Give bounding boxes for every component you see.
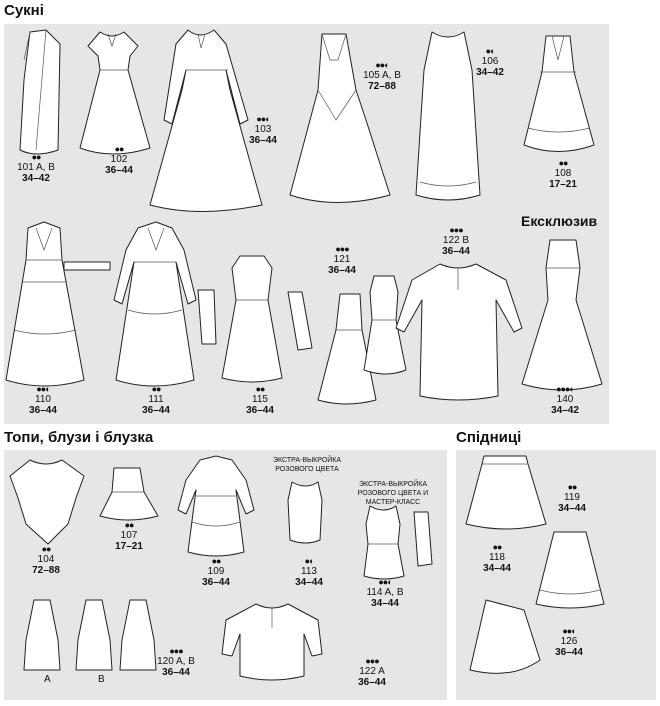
sketch-top-114 xyxy=(364,506,432,579)
size-range: 36–44 xyxy=(442,246,470,257)
variant-label-a: A xyxy=(44,674,51,685)
model-label xyxy=(1,152,71,184)
size-range: 72–88 xyxy=(32,565,60,576)
model-label xyxy=(11,544,81,576)
difficulty-dots: ●●◐ xyxy=(562,626,576,636)
sketch-top-122a xyxy=(222,604,322,680)
model-label xyxy=(337,656,407,688)
size-range: 17–21 xyxy=(115,541,143,552)
difficulty-dots: ●● xyxy=(31,152,41,162)
model-label xyxy=(94,520,164,552)
size-range: 34–42 xyxy=(551,405,579,416)
exclusive-label: Ексклюзив xyxy=(521,213,598,229)
size-range: 34–44 xyxy=(483,563,511,574)
difficulty-dots: ●● xyxy=(567,482,577,492)
section-title-dresses: Сукні xyxy=(4,2,44,19)
variant-label-b: B xyxy=(98,674,105,685)
sketch-skirt-119 xyxy=(536,532,604,608)
model-label xyxy=(274,556,344,588)
difficulty-dots: ●● xyxy=(114,144,124,154)
sketch-top-109 xyxy=(178,456,254,556)
model-number: 107 xyxy=(120,530,138,541)
difficulty-dots: ●●◐ xyxy=(36,384,50,394)
model-label xyxy=(350,577,420,609)
difficulty-dots: ●● xyxy=(151,384,161,394)
size-range: 72–88 xyxy=(368,81,396,92)
section-title-tops: Топи, блузи і блузка xyxy=(4,429,154,446)
model-number: 121 xyxy=(333,254,351,265)
model-number: 105 A, B xyxy=(363,70,401,81)
model-number: 126 xyxy=(560,636,578,647)
sketch-dress-140 xyxy=(522,240,602,390)
model-label xyxy=(421,225,491,257)
model-label xyxy=(462,542,532,574)
model-number: 113 xyxy=(301,566,317,577)
model-number: 104 xyxy=(37,554,55,565)
difficulty-dots: ●●● xyxy=(365,656,379,666)
model-label xyxy=(537,482,607,514)
model-number: 111 xyxy=(148,394,164,405)
difficulty-dots: ●●◐ xyxy=(256,114,270,124)
model-number: 122 A xyxy=(359,666,385,677)
note-113: ЭКСТРА-ВЫКРОЙКА РОЗОВОГО ЦВЕТА xyxy=(272,457,341,473)
section-title-skirts: Спідниці xyxy=(456,429,522,446)
difficulty-dots: ●◐ xyxy=(485,46,495,56)
model-number: 109 xyxy=(207,566,225,577)
model-number: 118 xyxy=(489,552,505,563)
sketch-skirt-118 xyxy=(466,456,546,529)
sketch-dress-108 xyxy=(524,36,594,152)
model-label xyxy=(8,384,78,416)
size-range: 36–44 xyxy=(202,577,230,588)
size-range: 36–44 xyxy=(105,165,133,176)
size-range: 36–44 xyxy=(358,677,386,688)
model-label xyxy=(228,114,298,146)
size-range: 36–44 xyxy=(555,647,583,658)
model-number: 101 A, B xyxy=(17,162,55,173)
model-number: 140 xyxy=(556,394,574,405)
difficulty-dots: ●● xyxy=(211,556,221,566)
sketch-dress-110 xyxy=(6,222,110,386)
sketch-skirt-126 xyxy=(470,600,540,673)
sketch-dress-115 xyxy=(222,256,312,382)
sketch-top-120a xyxy=(24,600,60,670)
size-range: 17–21 xyxy=(549,179,577,190)
model-label xyxy=(534,626,604,658)
model-label xyxy=(347,60,417,92)
sketch-dress-101 xyxy=(20,30,60,154)
difficulty-dots: ●●◐ xyxy=(375,60,389,70)
note-114: ЭКСТРА-ВЫКРОЙКА РОЗОВОГО ЦВЕТА И МАСТЕР-КЛАСС xyxy=(357,481,429,506)
size-range: 36–44 xyxy=(246,405,274,416)
model-label xyxy=(141,646,211,678)
model-label xyxy=(307,244,377,276)
model-number: 103 xyxy=(254,124,272,135)
size-range: 36–44 xyxy=(249,135,277,146)
model-label xyxy=(528,158,598,190)
model-label xyxy=(530,384,600,416)
sketch-dress-121 xyxy=(318,276,406,404)
size-range: 36–44 xyxy=(162,667,190,678)
difficulty-dots: ●● xyxy=(124,520,134,530)
size-range: 34–44 xyxy=(558,503,586,514)
difficulty-dots: ●●● xyxy=(335,244,349,254)
model-number: 115 xyxy=(252,394,268,405)
sketch-dress-122b xyxy=(396,264,522,400)
sketch-dress-111 xyxy=(114,222,216,386)
model-label xyxy=(225,384,295,416)
difficulty-dots: ●●● xyxy=(169,646,183,656)
model-number: 119 xyxy=(564,492,580,503)
sketch-top-113 xyxy=(288,482,322,543)
size-range: 34–44 xyxy=(371,598,399,609)
model-number: 108 xyxy=(554,168,572,179)
model-label xyxy=(84,144,154,176)
size-range: 36–44 xyxy=(328,265,356,276)
difficulty-dots: ●◐ xyxy=(304,556,314,566)
size-range: 34–42 xyxy=(22,173,50,184)
difficulty-dots: ●● xyxy=(492,542,502,552)
model-number: 110 xyxy=(35,394,51,405)
sketch-top-120b xyxy=(76,600,112,670)
model-number: 114 A, B xyxy=(366,587,404,598)
model-number: 120 A, B xyxy=(157,656,195,667)
model-label xyxy=(121,384,191,416)
size-range: 36–44 xyxy=(29,405,57,416)
size-range: 34–42 xyxy=(476,67,504,78)
sketch-top-107 xyxy=(100,468,158,520)
difficulty-dots: ●● xyxy=(41,544,51,554)
difficulty-dots: ●●● xyxy=(449,225,463,235)
size-range: 36–44 xyxy=(142,405,170,416)
model-number: 122 B xyxy=(442,235,470,246)
difficulty-dots: ●●●◐ xyxy=(556,384,574,394)
difficulty-dots: ●● xyxy=(255,384,265,394)
model-number: 102 xyxy=(110,154,128,165)
difficulty-dots: ●● xyxy=(558,158,568,168)
size-range: 34–44 xyxy=(295,577,323,588)
model-label xyxy=(455,46,525,78)
sketch-dress-102 xyxy=(80,32,150,154)
model-number: 106 xyxy=(481,56,499,67)
model-label xyxy=(181,556,251,588)
difficulty-dots: ●●◐ xyxy=(378,577,392,587)
sketch-top-104 xyxy=(10,460,84,544)
